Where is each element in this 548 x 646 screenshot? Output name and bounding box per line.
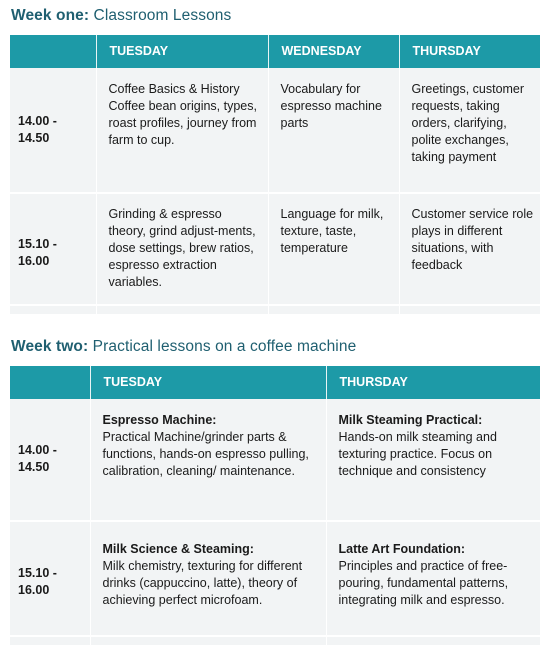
table-header-row xyxy=(10,366,540,399)
row-divider xyxy=(10,636,540,645)
header-thursday: THURSDAY xyxy=(399,35,540,68)
lesson-body: Principles and practice of free-pouring, fundamental patterns, integrating milk and espresso. xyxy=(338,558,509,607)
table-row xyxy=(10,68,540,193)
lesson-body: Milk chemistry, texturing for different drinks (cappuccino, latte), theory of achieving perfect microfoam. xyxy=(102,558,303,607)
lesson-cell xyxy=(90,399,326,521)
lesson-cell xyxy=(90,530,326,636)
lesson-title: Espresso Machine: xyxy=(102,412,217,427)
table-row xyxy=(10,530,540,636)
time-slot: 14.00 - 14.50 xyxy=(18,443,57,475)
header-time-cell xyxy=(10,35,96,68)
lesson-cell xyxy=(326,399,540,521)
lesson-cell: Vocabulary for espresso machine parts xyxy=(268,68,399,193)
week-two-heading xyxy=(11,338,356,356)
lesson-cell: Customer service role plays in different situations, with feedback xyxy=(399,202,540,305)
week-one-label: Week one: xyxy=(11,7,90,24)
row-divider xyxy=(10,305,540,314)
row-divider xyxy=(10,193,540,202)
week-one-title: Classroom Lessons xyxy=(89,7,232,24)
lesson-body: Practical Machine/grinder parts & functions, hands-on espresso pulling, calibration, cleaning/ maintenance. xyxy=(102,429,309,478)
time-slot: 15.10 - 16.00 xyxy=(18,236,57,268)
table-row xyxy=(10,202,540,305)
lesson-title: Milk Science & Steaming: xyxy=(102,541,254,556)
lesson-cell: Coffee Basics & History Coffee bean origins, types, roast profiles, journey from farm to cup. xyxy=(96,68,268,193)
header-tuesday: TUESDAY xyxy=(96,35,268,68)
table-header-row xyxy=(10,35,540,68)
header-thursday: THURSDAY xyxy=(326,366,540,399)
header-wednesday: WEDNESDAY xyxy=(268,35,399,68)
lesson-title: Milk Steaming Practical: xyxy=(338,412,483,427)
header-time-cell xyxy=(10,366,90,399)
header-tuesday: TUESDAY xyxy=(90,366,326,399)
lesson-cell: Greetings, customer requests, taking orders, clarifying, polite exchanges, taking payment xyxy=(399,68,540,193)
week-two-schedule-table xyxy=(10,366,540,645)
time-slot: 15.10 - 16.00 xyxy=(18,566,57,598)
time-slot: 14.00 - 14.50 xyxy=(18,113,57,145)
row-divider xyxy=(10,521,540,530)
week-one-heading xyxy=(11,7,231,25)
lesson-title: Latte Art Foundation: xyxy=(338,541,466,556)
lesson-cell: Language for milk, texture, taste, temperature xyxy=(268,202,399,305)
week-one-schedule-table xyxy=(10,35,540,314)
lesson-cell xyxy=(326,530,540,636)
table-row xyxy=(10,399,540,521)
week-two-label: Week two: xyxy=(11,338,89,355)
week-two-title: Practical lessons on a coffee machine xyxy=(88,338,357,355)
lesson-cell: Grinding & espresso theory, grind adjust-ments, dose settings, brew ratios, espresso extraction variables. xyxy=(96,202,268,305)
lesson-body: Hands-on milk steaming and texturing practice. Focus on technique and consistency xyxy=(338,429,497,478)
